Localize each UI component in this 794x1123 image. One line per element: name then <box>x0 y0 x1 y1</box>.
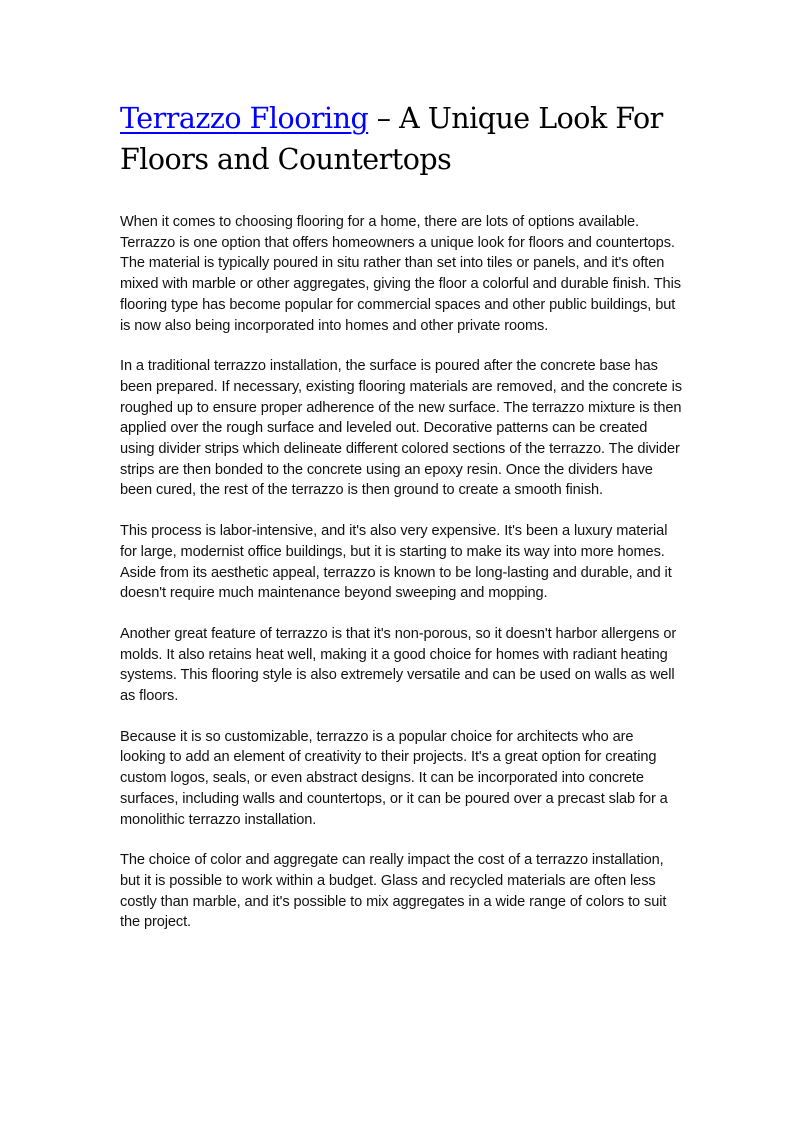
document-page <box>120 98 682 953</box>
paragraph: When it comes to choosing flooring for a home, there are lots of options available. Terrazzo is one option that offers homeowners a unique look for floors and countertops. The material is typically poured in situ rather than set into tiles or panels, and it's often mixed with marble or other aggregates, giving the floor a colorful and durable finish. This flooring type has become popular for commercial spaces and other public buildings, but is now also being incorporated into homes and other private rooms. <box>120 214 681 334</box>
paragraph: The choice of color and aggregate can really impact the cost of a terrazzo installation, but it is possible to work within a budget. Glass and recycled materials are often less costly than marble, and it's possible to mix aggregates in a wide range of colors to suit the project. <box>120 852 667 931</box>
paragraph: Another great feature of terrazzo is that it's non-porous, so it doesn't harbor allergens or molds. It also retains heat well, making it a good choice for homes with radiant heating systems. This flooring style is also extremely versatile and can be used on walls as well as floors. <box>120 625 677 705</box>
page-title <box>120 98 682 180</box>
title-link[interactable]: Terrazzo Flooring <box>120 102 369 135</box>
paragraph: In a traditional terrazzo installation, the surface is poured after the concrete base has been prepared. If necessary, existing flooring materials are removed, and the concrete is roughed up to ensure proper adherence of the new surface. The terrazzo mixture is then applied over the rough surface and leveled out. Decorative patterns can be created using divider strips which delineate different colored sections of the terrazzo. The divider strips are then bonded to the concrete using an epoxy resin. Once the dividers have been cured, the rest of the terrazzo is then ground to create a smooth finish. <box>120 358 682 499</box>
article-body <box>120 212 682 933</box>
paragraph: This process is labor-intensive, and it's also very expensive. It's been a luxury material for large, modernist office buildings, but it is starting to make its way into more homes. Aside from its aesthetic appeal, terrazzo is known to be long-lasting and durable, and it doesn't require much maintenance beyond sweeping and mopping. <box>120 523 672 602</box>
title-rest: – A Unique Look For Floors and Countertops <box>120 102 663 176</box>
paragraph: Because it is so customizable, terrazzo is a popular choice for architects who are looking to add an element of creativity to their projects. It's a great option for creating custom logos, seals, or even abstract designs. It can be incorporated into concrete surfaces, including walls and countertops, or it can be poured over a precast slab for a monolithic terrazzo installation. <box>120 728 668 828</box>
